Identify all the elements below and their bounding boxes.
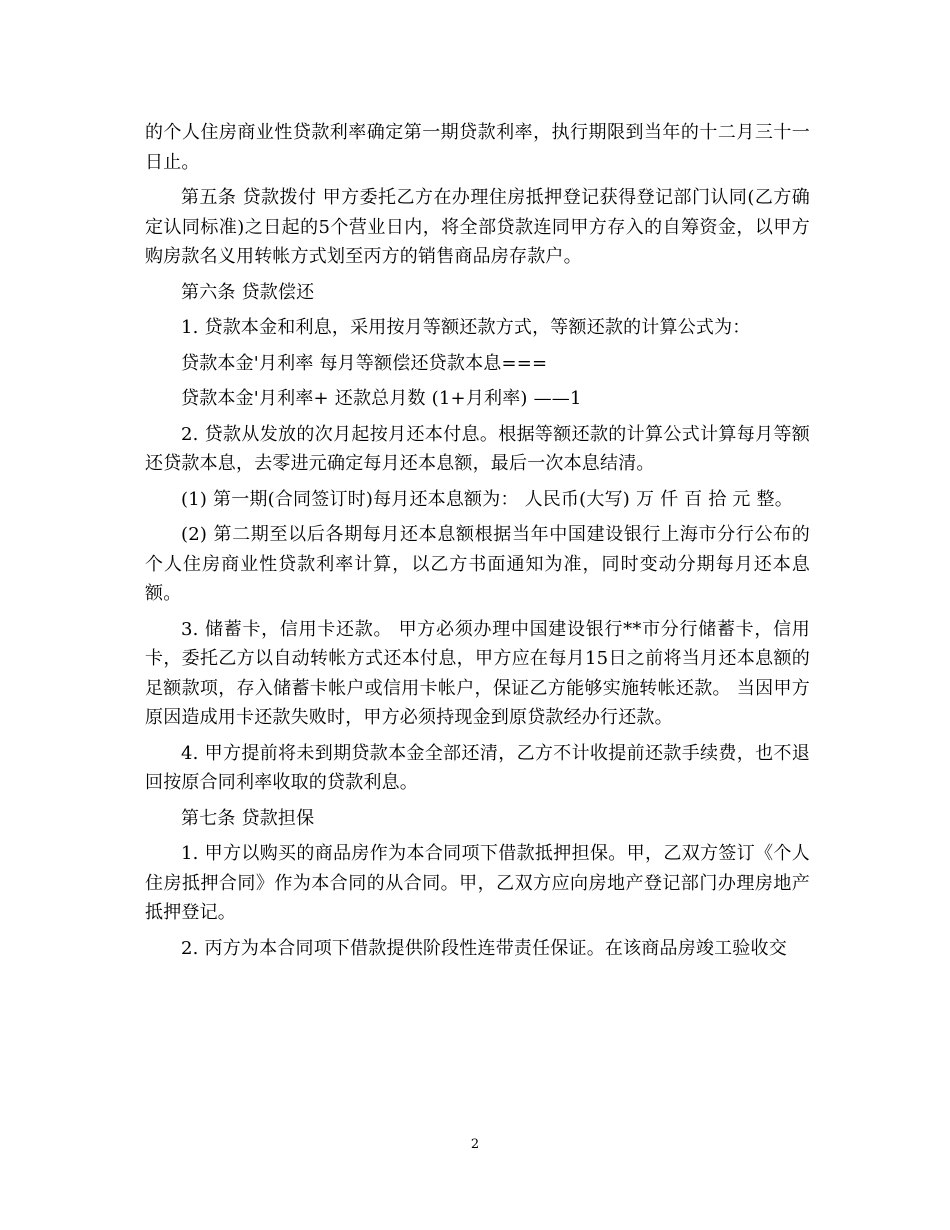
paragraph: 1. 贷款本金和利息，采用按月等额还款方式，等额还款的计算公式为： <box>181 317 751 338</box>
paragraph: 贷款本金'月利率+ 还款总月数 (1+月利率) ——1 <box>181 388 582 409</box>
paragraph: (1) 第一期(合同签订时)每月还本息额为： 人民币(大写) 万 仟 百 拾 元 整。 <box>181 488 793 510</box>
paragraph: 的个人住房商业性贷款利率确定第一期贷款利率，执行期限到当年的十二月三十一日止。 <box>145 122 810 173</box>
paragraph: 第五条 贷款拨付 甲方委托乙方在办理住房抵押登记获得登记部门认同(乙方确定认同标准)之日起的5个营业日内，将全部贷款连同甲方存入的自筹资金，以甲方购房款名义用转帐方式划至丙方的销售商品房存款户。 <box>145 187 810 267</box>
paragraph: 第七条 贷款担保 <box>181 807 315 829</box>
body-text <box>145 118 810 969</box>
paragraph: (2) 第二期至以后各期每月还本息额根据当年中国建设银行上海市分行公布的个人住房商业性贷款利率计算，以乙方书面通知为准，同时变动分期每月还本息额。 <box>145 524 810 604</box>
page-number: 2 <box>470 1137 480 1152</box>
paragraph: 1. 甲方以购买的商品房作为本合同项下借款抵押担保。甲，乙双方签订《个人住房抵押合同》作为本合同的从合同。甲，乙双方应向房地产登记部门办理房地产抵押登记。 <box>145 843 810 923</box>
paragraph: 第六条 贷款偿还 <box>181 281 315 303</box>
paragraph: 2. 丙方为本合同项下借款提供阶段性连带责任保证。在该商品房竣工验收交 <box>181 937 787 959</box>
paragraph: 2. 贷款从发放的次月起按月还本付息。根据等额还款的计算公式计算每月等额还贷款本息，去零进元确定每月还本息额，最后一次本息结清。 <box>145 423 810 474</box>
paragraph: 3. 储蓄卡，信用卡还款。 甲方必须办理中国建设银行**市分行储蓄卡，信用卡，委托乙方以自动转帐方式还本付息，甲方应在每月15日之前将当月还本息额的足额款项，存入储蓄卡帐户或信用卡帐户，保证乙方能够实施转帐还款。 当因甲方原因造成用卡还款失败时，甲方必须持现金到原贷款经办行还款。 <box>145 618 810 728</box>
paragraph: 贷款本金'月利率 每月等额偿还贷款本息=== <box>181 352 548 374</box>
paragraph: 4. 甲方提前将未到期贷款本金全部还清，乙方不计收提前还款手续费，也不退回按原合同利率收取的贷款利息。 <box>145 742 810 793</box>
